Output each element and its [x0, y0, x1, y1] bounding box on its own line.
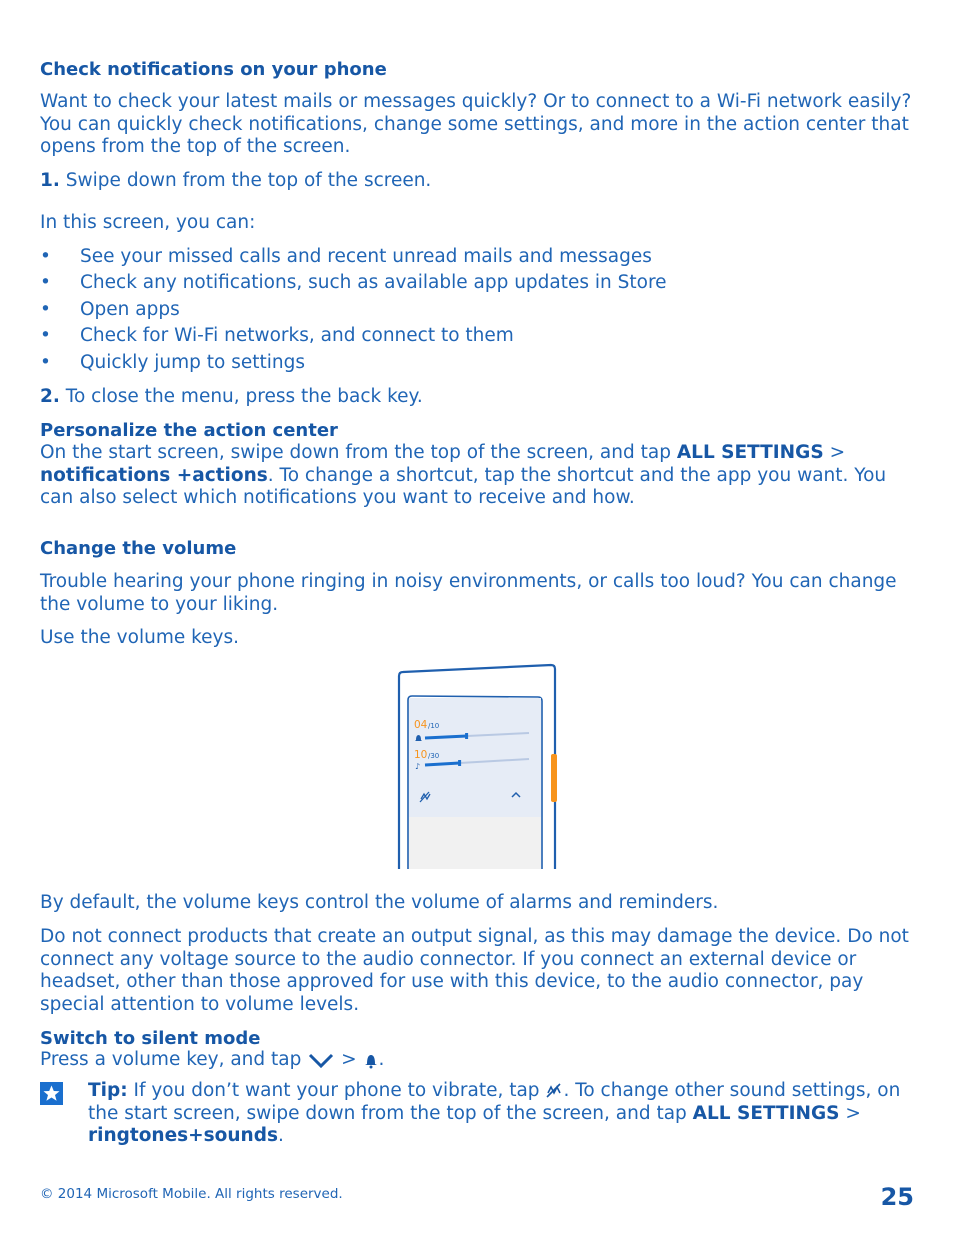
bullet-dot: • [40, 352, 51, 373]
list-item-text: Check for Wi-Fi networks, and connect to them [80, 325, 514, 346]
bullet-dot: • [40, 272, 51, 293]
ringer-max: /10 [428, 722, 440, 730]
tip-text-a: If you don’t want your phone to vibrate, tap [127, 1080, 546, 1101]
separator: > [335, 1049, 363, 1070]
volume-key [551, 754, 557, 802]
bell-icon [363, 1051, 379, 1069]
step-2-text: To close the menu, press the back key. [65, 386, 423, 407]
tip-end: . [277, 1125, 284, 1146]
ringer-value: 04 [414, 719, 428, 731]
step-2 [40, 386, 423, 409]
list-item-text: See your missed calls and recent unread mails and messages [80, 246, 652, 267]
step-1 [40, 170, 920, 193]
section-title-notifications: Check notifications on your phone [40, 59, 387, 80]
chevron-down-icon [307, 1051, 335, 1069]
silent-instructions [40, 1049, 384, 1072]
media-slider-thumb [458, 760, 461, 766]
in-screen-text: In this screen, you can: [40, 212, 256, 233]
ringer-level-fill [425, 736, 467, 738]
personalize-text [40, 442, 920, 510]
all-settings-label: ALL SETTINGS [692, 1102, 840, 1124]
list-item-text: Check any notifications, such as available app updates in Store [80, 272, 667, 293]
ringer-slider-thumb [465, 733, 468, 739]
notifications-actions-label: notifications +actions [40, 464, 268, 486]
page-number: 25 [880, 1183, 914, 1211]
bullet-dot: • [40, 325, 51, 346]
audio-warning: Do not connect products that create an output signal, as this may damage the device. Do not connect any voltage source to the audio connector. If you connect an external device or headset, other than those approved for use with this device, to the audio connector, pay special attention to volume levels. [40, 926, 909, 1015]
notifications-intro: Want to check your latest mails or messages quickly? Or to connect to a Wi-Fi network easily? You can quickly check notifications, change some settings, and more in the action center that opens from the top of the screen. [40, 91, 912, 157]
tip-text-b: . To change other sound settings, on the start screen, swipe down from the top of the screen, and tap [88, 1080, 901, 1124]
media-level-fill [425, 763, 460, 765]
tip-text [88, 1080, 918, 1148]
press-text: Press a volume key, and tap [40, 1049, 308, 1070]
bullet-dot: • [40, 246, 51, 267]
music-note-icon: ♪ [415, 762, 421, 771]
step-1-text: Swipe down from the top of the screen. [65, 170, 432, 191]
media-max: /30 [428, 752, 440, 760]
section-title-volume: Change the volume [40, 538, 237, 559]
screen-lower [409, 817, 541, 869]
default-volume-text: By default, the volume keys control the volume of alarms and reminders. [40, 892, 719, 913]
use-volume-keys: Use the volume keys. [40, 627, 240, 648]
ringtones-sounds-label: ringtones+sounds [88, 1125, 278, 1146]
separator: > [839, 1102, 861, 1124]
step-2-number: 2. [40, 386, 60, 407]
phone-volume-illustration [396, 662, 560, 870]
tip-star-icon [40, 1082, 63, 1105]
media-value: 10 [414, 749, 428, 761]
bullet-dot: • [40, 299, 51, 320]
separator: > [823, 442, 846, 463]
period: . [378, 1049, 385, 1070]
vibrate-icon [545, 1082, 563, 1100]
copyright: © 2014 Microsoft Mobile. All rights reserved. [40, 1186, 343, 1202]
volume-intro: Trouble hearing your phone ringing in noisy environments, or calls too loud? You can change the volume to your liking. [40, 571, 897, 615]
list-item-text: Open apps [80, 299, 180, 320]
section-title-silent: Switch to silent mode [40, 1028, 261, 1049]
section-title-personalize: Personalize the action center [40, 420, 338, 441]
list-item-text: Quickly jump to settings [80, 352, 306, 373]
personalize-text-a: On the start screen, swipe down from the top of the screen, and tap [40, 442, 677, 463]
all-settings-label: ALL SETTINGS [676, 442, 824, 463]
personalize-text-b: . To change a shortcut, tap the shortcut and the app you want. You can also select which notifications you want to receive and how. [40, 464, 887, 508]
step-1-number: 1. [40, 170, 60, 191]
tip-label: Tip: [88, 1080, 128, 1101]
